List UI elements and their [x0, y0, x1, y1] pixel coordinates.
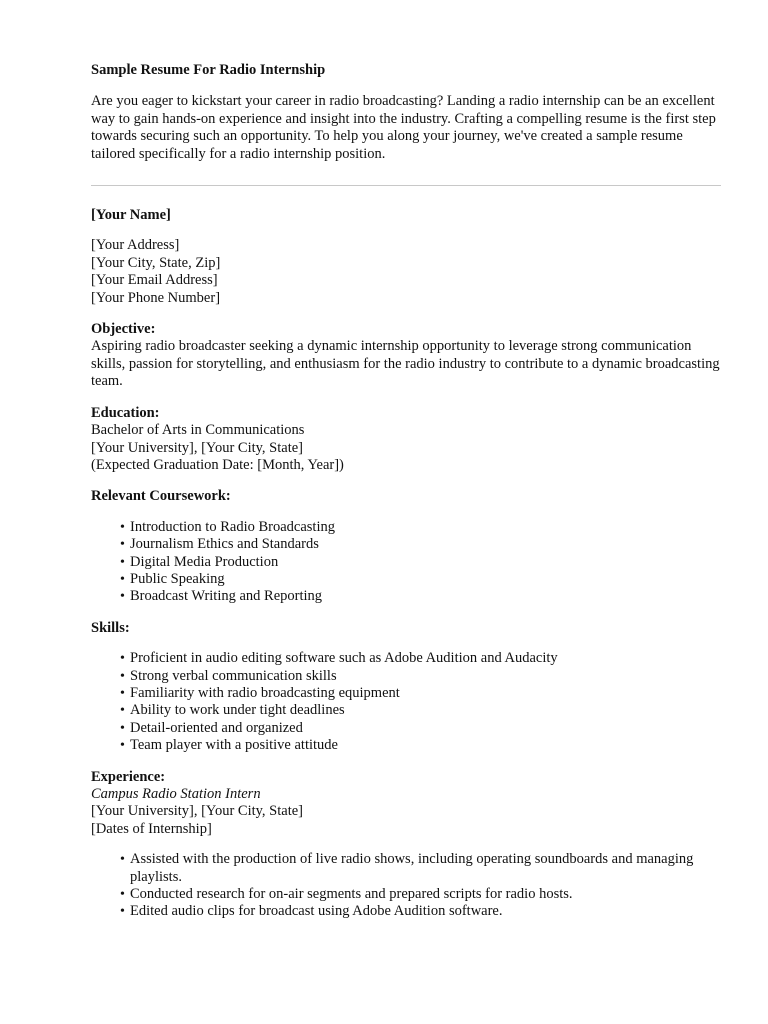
experience-item: Conducted research for on-air segments and prepared scripts for radio hosts.: [130, 886, 573, 903]
list-item: [120, 903, 721, 920]
coursework-item: Journalism Ethics and Standards: [130, 536, 319, 553]
objective-text: Aspiring radio broadcaster seeking a dynamic internship opportunity to leverage strong communication skills, passion for storytelling, and enthusiasm for the radio industry to contribute to a dynamic broadcasting team.: [91, 338, 720, 390]
contact-email: [Your Email Address]: [91, 272, 218, 289]
education-graduation: (Expected Graduation Date: [Month, Year]): [91, 456, 344, 473]
bullet-icon: •: [120, 720, 125, 736]
experience-organization: [Your University], [Your City, State]: [91, 803, 304, 820]
bullet-icon: •: [120, 904, 125, 920]
document-page: [91, 62, 721, 921]
resume-name: [Your Name]: [91, 207, 171, 224]
list-item: [120, 571, 721, 588]
contact-phone: [Your Phone Number]: [91, 289, 221, 306]
list-item: [120, 588, 721, 605]
experience-heading: Experience:: [91, 768, 166, 785]
education-heading: Education:: [91, 404, 160, 421]
bullet-icon: •: [120, 519, 125, 535]
skill-item: Strong verbal communication skills: [130, 667, 337, 684]
coursework-section: [91, 488, 721, 605]
education-school: [Your University], [Your City, State]: [91, 439, 304, 456]
list-item: [120, 851, 721, 886]
list-item: [120, 685, 721, 702]
list-item: [120, 886, 721, 903]
list-item: [120, 668, 721, 685]
contact-city-state-zip: [Your City, State, Zip]: [91, 254, 221, 271]
bullet-icon: •: [120, 738, 125, 754]
bullet-icon: •: [120, 571, 125, 587]
experience-item: Assisted with the production of live radio shows, including operating soundboards and managing playlists.: [130, 851, 694, 885]
experience-section: [91, 769, 721, 921]
skills-list: [91, 650, 721, 754]
bullet-icon: •: [120, 703, 125, 719]
experience-item: Edited audio clips for broadcast using Adobe Audition software.: [130, 903, 503, 920]
coursework-item: Broadcast Writing and Reporting: [130, 588, 323, 605]
contact-address: [Your Address]: [91, 237, 180, 254]
education-degree: Bachelor of Arts in Communications: [91, 422, 305, 439]
bullet-icon: •: [120, 685, 125, 701]
skill-item: Team player with a positive attitude: [130, 737, 338, 754]
list-item: [120, 536, 721, 553]
coursework-item: Public Speaking: [130, 570, 225, 587]
skills-section: [91, 620, 721, 755]
list-item: [120, 650, 721, 667]
bullet-icon: •: [120, 651, 125, 667]
skill-item: Ability to work under tight deadlines: [130, 702, 345, 719]
experience-dates: [Dates of Internship]: [91, 820, 212, 837]
skill-item: Detail-oriented and organized: [130, 719, 303, 736]
bullet-icon: •: [120, 668, 125, 684]
document-title: Sample Resume For Radio Internship: [91, 62, 326, 78]
coursework-item: Introduction to Radio Broadcasting: [130, 518, 335, 535]
bullet-icon: •: [120, 887, 125, 903]
section-divider: [91, 185, 721, 186]
list-item: [120, 519, 721, 536]
skills-heading: Skills:: [91, 619, 130, 636]
skill-item: Proficient in audio editing software such as Adobe Audition and Audacity: [130, 650, 558, 667]
bullet-icon: •: [120, 589, 125, 605]
list-item: [120, 737, 721, 754]
coursework-list: [91, 519, 721, 606]
objective-heading: Objective:: [91, 321, 156, 338]
coursework-item: Digital Media Production: [130, 553, 279, 570]
contact-block: [91, 237, 721, 307]
coursework-heading: Relevant Coursework:: [91, 488, 231, 505]
experience-role: Campus Radio Station Intern: [91, 786, 261, 802]
intro-paragraph: Are you eager to kickstart your career in radio broadcasting? Landing a radio internship can be an excellent way to gain hands-on experience and insight into the industry. Crafting a compelling resume is the first step towards securing such an opportunity. To help you along your journey, we've created a sample resume tailored specifically for a radio internship position.: [91, 93, 716, 162]
education-section: [91, 405, 721, 475]
bullet-icon: •: [120, 554, 125, 570]
list-item: [120, 720, 721, 737]
experience-list: [91, 851, 721, 921]
bullet-icon: •: [120, 537, 125, 553]
list-item: [120, 702, 721, 719]
skill-item: Familiarity with radio broadcasting equipment: [130, 684, 400, 701]
list-item: [120, 554, 721, 571]
objective-section: [91, 321, 721, 391]
bullet-icon: •: [120, 852, 125, 868]
